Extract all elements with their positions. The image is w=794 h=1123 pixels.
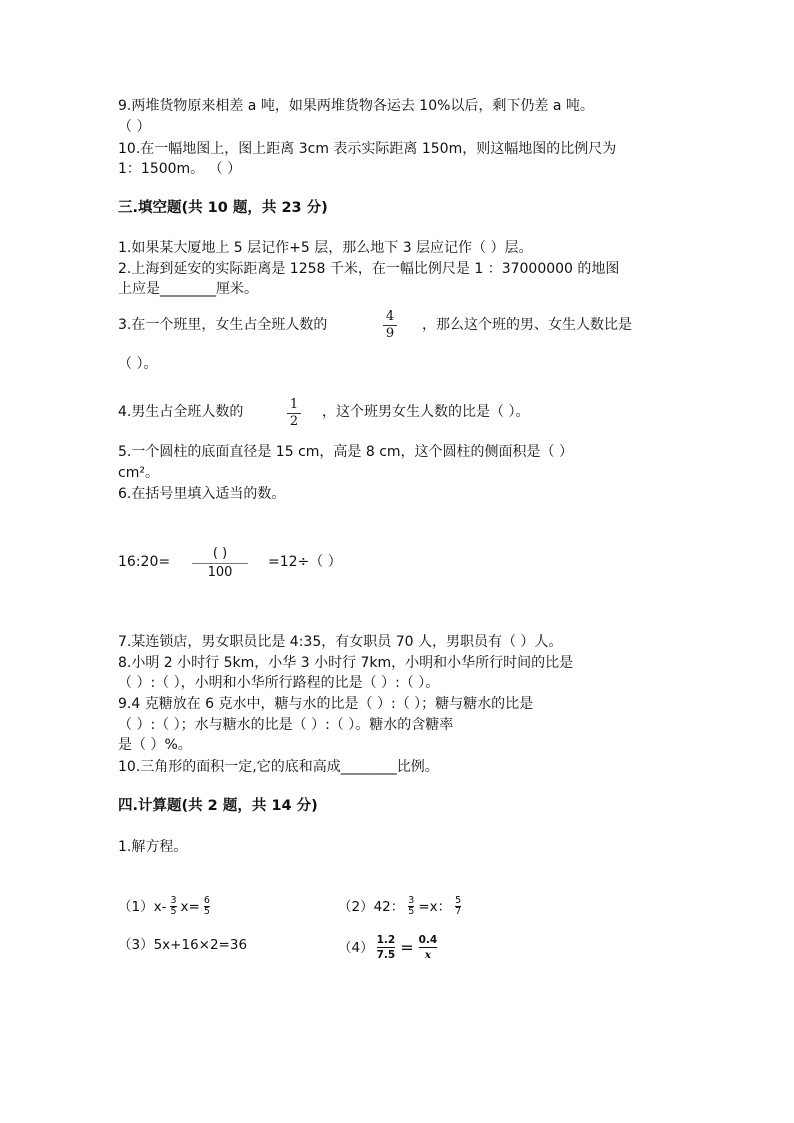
- eq2-fb-num: 5: [455, 895, 462, 906]
- eq2-fa-den: 5: [408, 906, 415, 917]
- section4-title: 四.计算题(共 2 题，共 14 分): [118, 798, 318, 814]
- fill-q4-frac-den: 2: [289, 414, 299, 429]
- fraction-bar: [419, 947, 438, 948]
- fill-q6-left: 16:20=: [118, 554, 171, 570]
- eq4-fa-num: 1.2: [376, 934, 396, 946]
- equation-1: [118, 896, 214, 917]
- fill-q4-pre: 4.男生占全班人数的: [118, 404, 244, 420]
- equation-2: [338, 896, 465, 917]
- fill-q3-fraction: [383, 310, 397, 341]
- eq1-fraction-b: [204, 896, 210, 917]
- eq2-fa-num: 3: [408, 895, 415, 906]
- fraction-bar: [377, 947, 396, 948]
- fill-q4-fraction: [287, 398, 301, 429]
- section3-title: 三.填空题(共 10 题，共 23 分): [118, 200, 328, 216]
- fill-q8-line1: 8.小明 2 小时行 5km，小华 3 小时行 7km，小明和小华所行时间的比是: [118, 655, 574, 671]
- eq1-fb-den: 5: [203, 906, 210, 917]
- fill-q6-frac-num: ( ): [212, 546, 228, 561]
- fill-q4-post: ，这个班男女生人数的比是（ ）。: [322, 404, 530, 420]
- eq4-label: （4）: [338, 939, 374, 956]
- fill-q6-fraction: [192, 547, 248, 580]
- eq4-fb-num: 0.4: [418, 934, 438, 946]
- fill-q7: 7.某连锁店，男女职员比是 4:35，有女职员 70 人，男职员有（ ）人。: [118, 634, 563, 650]
- equation-3: （3）5x+16×2=36: [118, 937, 248, 953]
- judge-q10-line2: 1：1500m。 （ ）: [118, 161, 242, 177]
- equation-4: [338, 934, 440, 961]
- eq2-fb-den: 7: [455, 906, 462, 917]
- fill-q2-line1: 2.上海到延安的实际距离是 1258 千米，在一幅比例尺是 1 ：37000000 的地图: [118, 261, 620, 277]
- fill-q5-line1: 5.一个圆柱的底面直径是 15 cm，高是 8 cm，这个圆柱的侧面积是（ ）: [118, 444, 573, 460]
- fill-q10: 10.三角形的面积一定,它的底和高成________比例。: [118, 759, 439, 775]
- fill-q9-line1: 9.4 克糖放在 6 克水中，糖与水的比是（ ）:（ ）；糖与糖水的比是: [118, 696, 534, 712]
- eq1-fraction-a: [170, 896, 176, 917]
- fill-q5-line2: cm²。: [118, 465, 159, 481]
- eq4-fraction-b: [419, 934, 438, 961]
- fill-q3-pre: 3.在一个班里，女生占全班人数的: [118, 317, 328, 333]
- fill-q6-right: =12÷（ ）: [268, 554, 342, 570]
- eq1-mid: x=: [180, 898, 200, 915]
- eq4-fa-den: 7.5: [376, 949, 396, 961]
- eq2-fraction-b: [455, 896, 461, 917]
- fill-q3-frac-num: 4: [385, 309, 395, 324]
- fill-q1: 1.如果某大厦地上 5 层记作+5 层，那么地下 3 层应记作（ ）层。: [118, 240, 533, 256]
- judge-q10-line1: 10.在一幅地图上，图上距离 3cm 表示实际距离 150m，则这幅地图的比例尺为: [118, 141, 617, 157]
- eq4-fraction-a: [377, 934, 396, 961]
- fill-q6-frac-den: 100: [207, 565, 233, 580]
- fill-q9-line3: 是（ ）%。: [118, 737, 192, 753]
- eq2-mid: =x：: [418, 898, 452, 915]
- fraction-bar: [192, 563, 248, 564]
- calc-q1: 1.解方程。: [118, 839, 188, 855]
- fill-q3-post: ，那么这个班的男、女生人数比是: [422, 317, 632, 333]
- judge-q9-answer: （ ）: [118, 119, 151, 135]
- fill-q9-line2: （ ）:（ ）；水与糖水的比是（ ）:（ ）。糖水的含糖率: [118, 717, 454, 733]
- eq1-fb-num: 6: [203, 895, 210, 906]
- fill-q3-frac-den: 9: [385, 326, 395, 341]
- fill-q3-line2: （ ）。: [118, 356, 158, 372]
- eq2-fraction-a: [408, 896, 414, 917]
- eq1-fa-num: 3: [170, 895, 177, 906]
- eq1-label: （1）x-: [118, 898, 167, 915]
- eq2-label: （2）42：: [338, 898, 405, 915]
- eq1-fa-den: 5: [170, 906, 177, 917]
- fill-q4-frac-num: 1: [289, 397, 299, 412]
- eq4-equals: =: [400, 937, 414, 957]
- judge-q9-line1: 9.两堆货物原来相差 a 吨，如果两堆货物各运去 10%以后，剩下仍差 a 吨。: [118, 98, 594, 114]
- fill-q8-line2: （ ）:（ ），小明和小华所行路程的比是（ ）:（ ）。: [118, 675, 440, 691]
- eq4-fb-den: x: [424, 949, 432, 961]
- fill-q2-line2: 上应是________厘米。: [118, 281, 258, 297]
- fill-q6: 6.在括号里填入适当的数。: [118, 486, 286, 502]
